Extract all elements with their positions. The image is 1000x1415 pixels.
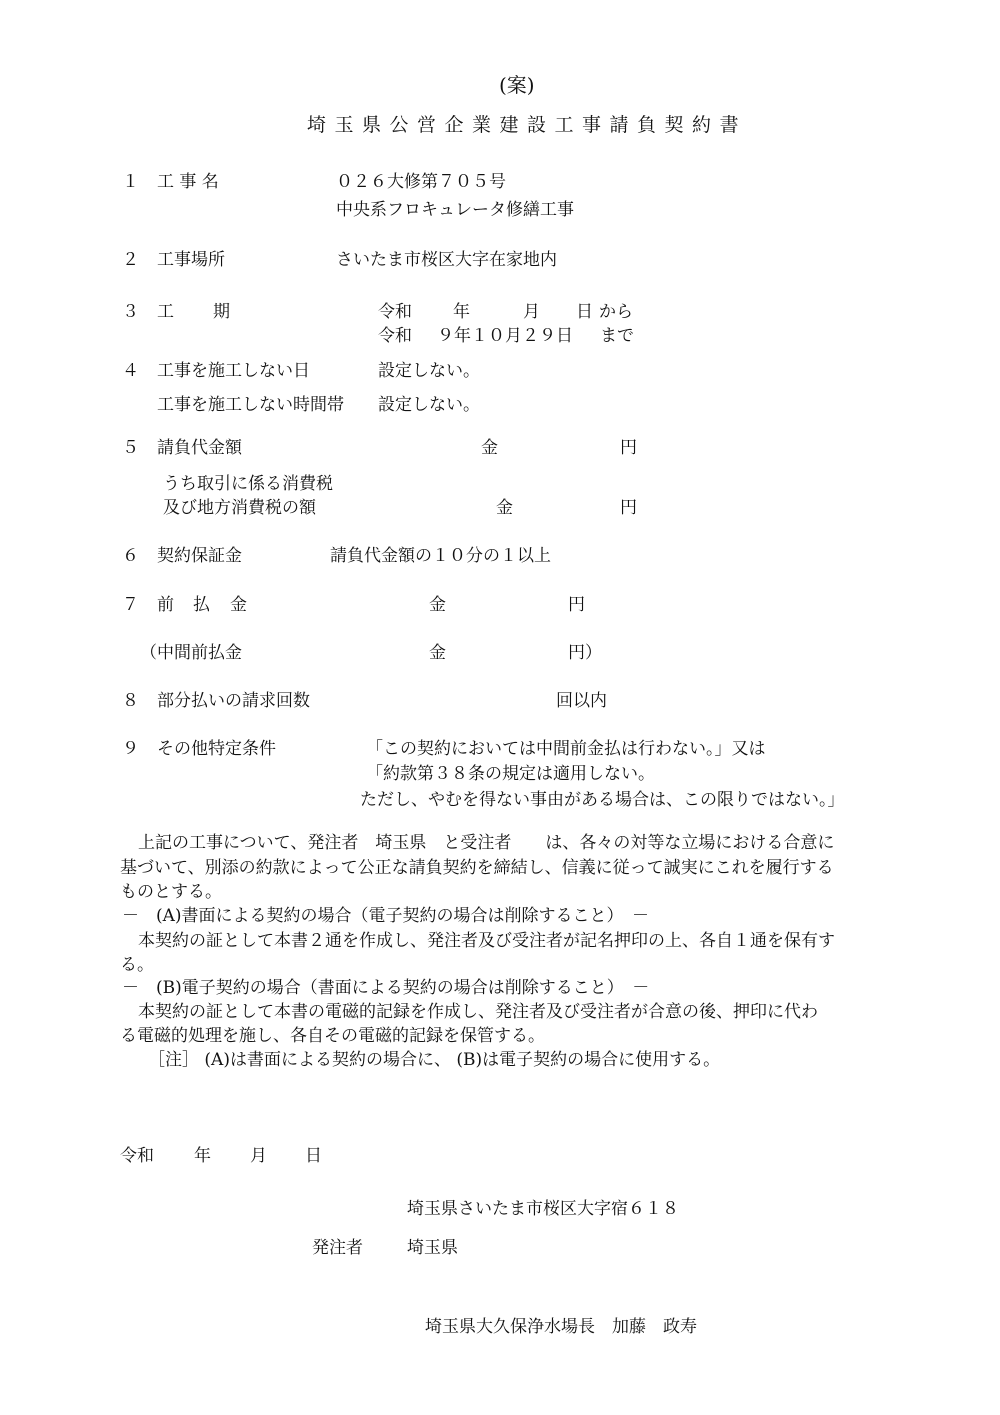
item-9-line3: ただし、やむを得ない事由がある場合は、この限りではない。」: [360, 790, 845, 810]
body-b-line1: 本契約の証として本書の電磁的記録を作成し、発注者及び受注者が合意の後、押印に代わ: [138, 1002, 818, 1022]
item-3-label-b: 期: [213, 302, 230, 322]
date-month: 月: [250, 1146, 267, 1166]
item-2-label: 工事場所: [157, 250, 225, 270]
item-3-from-day: 日: [576, 302, 593, 322]
item-5-kin: 金: [481, 438, 498, 458]
item-3-from-month: 月: [523, 302, 540, 322]
item-4-label-2: 工事を施工しない時間帯: [157, 395, 344, 415]
item-3-number: ３: [122, 302, 139, 322]
item-1-number: １: [122, 172, 139, 192]
date-day: 日: [305, 1146, 322, 1166]
body-a-line2: る。: [120, 955, 154, 975]
item-4-value-1: 設定しない。: [378, 361, 480, 381]
item-6-value: 請負代金額の１０分の１以上: [330, 546, 551, 566]
body-a-heading: － (A)書面による契約の場合（電子契約の場合は削除すること） －: [122, 906, 650, 926]
item-9-line2: 「約款第３８条の規定は適用しない。: [366, 764, 655, 784]
item-1-value-line2: 中央系フロキュレータ修繕工事: [336, 200, 574, 220]
item-9-number: ９: [122, 739, 139, 759]
item-5-tax-kin: 金: [496, 498, 513, 518]
draft-mark: (案): [499, 73, 535, 97]
item-1-label: 工 事 名: [157, 172, 219, 192]
body-p1-line3: ものとする。: [120, 882, 222, 902]
body-note: ［注］ (A)は書面による契約の場合に、 (B)は電子契約の場合に使用する。: [148, 1050, 721, 1070]
item-5-label: 請負代金額: [157, 438, 242, 458]
item-7-label-c: 金: [230, 595, 247, 615]
item-2-value: さいたま市桜区大字在家地内: [336, 250, 557, 270]
body-b-heading: － (B)電子契約の場合（書面による契約の場合は削除すること） －: [122, 978, 650, 998]
item-3-to-date: ９年１０月２９日: [437, 326, 573, 346]
item-5-tax-en: 円: [620, 498, 637, 518]
item-3-to-suffix: まで: [600, 326, 634, 346]
item-4-label-1: 工事を施工しない日: [157, 361, 310, 381]
item-3-from-suffix: から: [599, 302, 633, 322]
item-3-from-era: 令和: [378, 302, 412, 322]
item-2-number: ２: [122, 250, 139, 270]
item-6-label: 契約保証金: [157, 546, 242, 566]
date-year: 年: [194, 1146, 211, 1166]
item-9-label: その他特定条件: [157, 739, 276, 759]
item-6-number: ６: [122, 546, 139, 566]
orderer-address: 埼玉県さいたま市桜区大字宿６１８: [407, 1199, 679, 1219]
item-7-en: 円: [568, 595, 585, 615]
item-3-label-a: 工: [157, 302, 174, 322]
item-8-label: 部分払いの請求回数: [157, 691, 310, 711]
orderer-label: 発注者: [312, 1238, 363, 1258]
body-a-line1: 本契約の証として本書２通を作成し、発注者及び受注者が記名押印の上、各自１通を保有す: [138, 931, 835, 951]
item-5-en: 円: [620, 438, 637, 458]
item-1-value-line1: ０２６大修第７０５号: [336, 172, 506, 192]
body-p1-line1: 上記の工事について、発注者 埼玉県 と受注者 は、各々の対等な立場における合意に: [138, 833, 835, 853]
item-3-to-era: 令和: [378, 326, 412, 346]
item-5-tax-line2: 及び地方消費税の額: [163, 498, 316, 518]
document-title: 埼玉県公営企業建設工事請負契約書: [307, 114, 748, 136]
item-7-kin: 金: [429, 595, 446, 615]
signer: 埼玉県大久保浄水場長 加藤 政寿: [425, 1317, 697, 1337]
item-4-value-2: 設定しない。: [378, 395, 480, 415]
item-9-line1: 「この契約においては中間前金払は行わない。」又は: [366, 739, 766, 759]
orderer-name: 埼玉県: [407, 1238, 458, 1258]
body-b-line2: る電磁的処理を施し、各自その電磁的記録を保管する。: [120, 1026, 545, 1046]
item-8-value: 回以内: [556, 691, 607, 711]
date-era: 令和: [120, 1146, 154, 1166]
item-7-label-a: 前: [157, 595, 174, 615]
item-7-label-b: 払: [193, 595, 210, 615]
body-p1-line2: 基づいて、別添の約款によって公正な請負契約を締結し、信義に従って誠実にこれを履行する: [120, 858, 834, 878]
item-7-mid-label: （中間前払金: [140, 643, 242, 663]
item-7-number: ７: [122, 595, 139, 615]
item-5-tax-line1: うち取引に係る消費税: [163, 474, 333, 494]
item-4-number: ４: [122, 361, 139, 381]
item-5-number: ５: [122, 438, 139, 458]
item-7-mid-en: 円）: [568, 643, 602, 663]
item-8-number: ８: [122, 691, 139, 711]
item-3-from-year: 年: [453, 302, 470, 322]
item-7-mid-kin: 金: [429, 643, 446, 663]
